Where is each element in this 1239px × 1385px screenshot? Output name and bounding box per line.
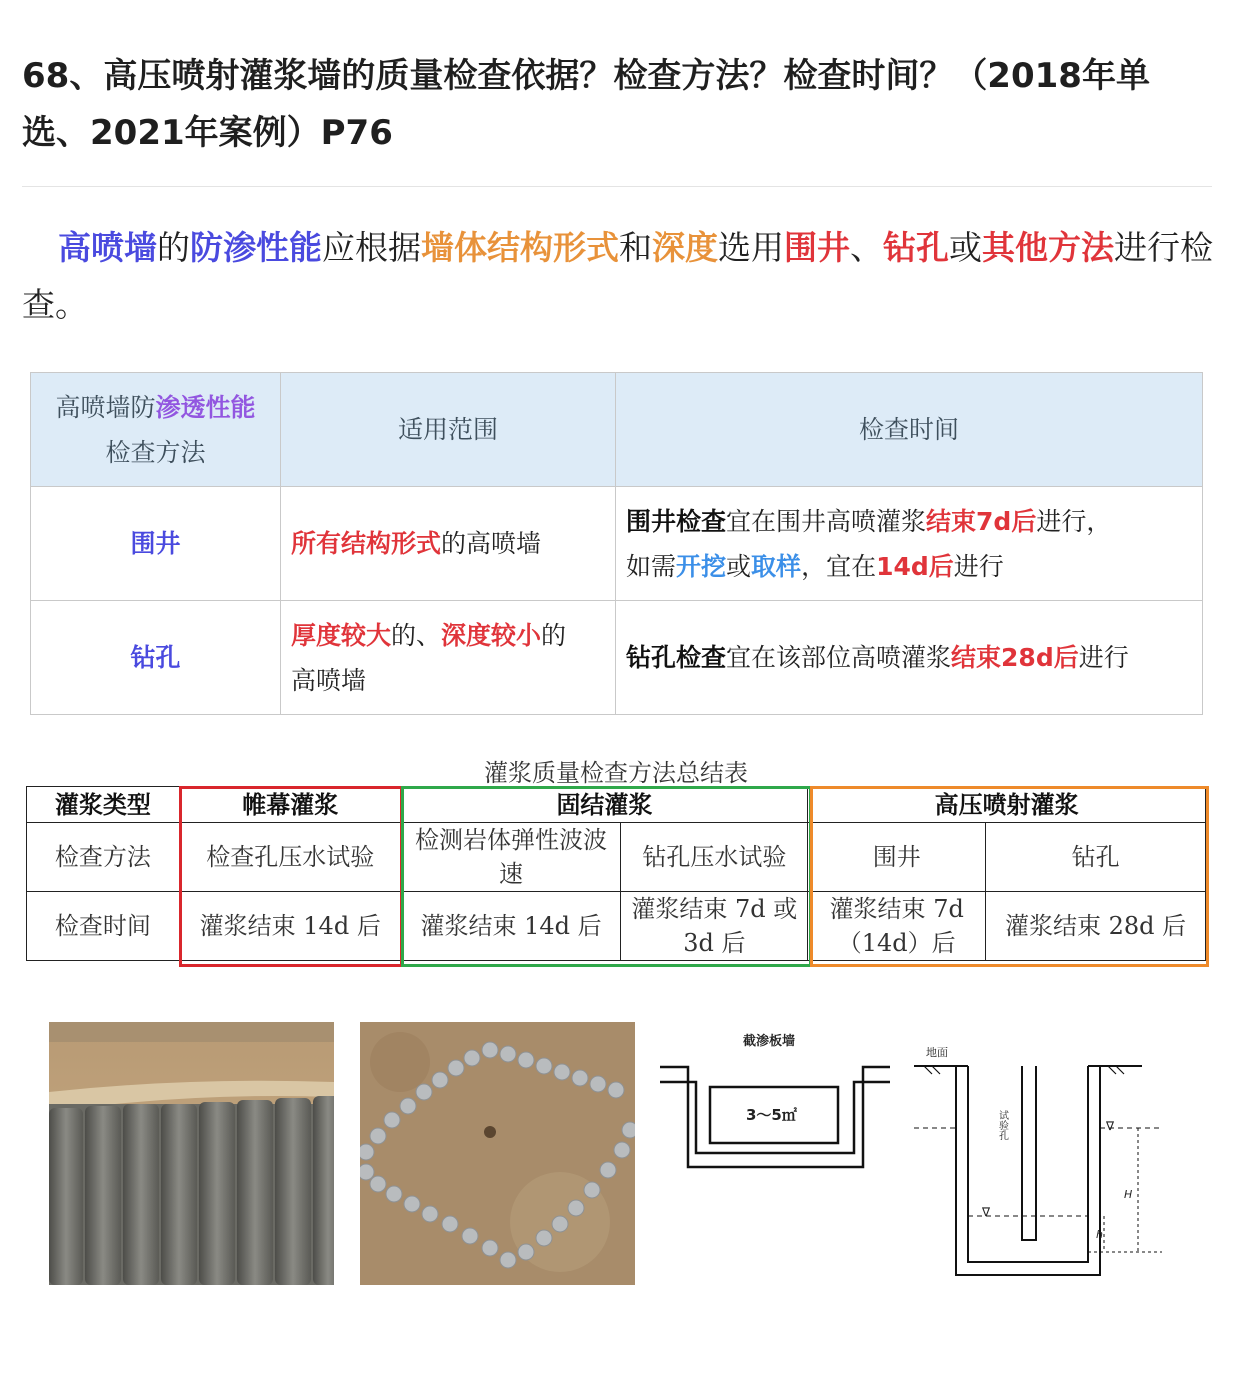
header-scope: 适用范围 xyxy=(281,373,616,487)
test-hole-section-diagram xyxy=(910,1040,1170,1280)
scope-cell xyxy=(281,487,616,601)
table-row xyxy=(27,787,1206,823)
table-row xyxy=(27,823,1206,892)
seepage-check-table xyxy=(30,372,1203,715)
scope-text: 高喷墙 xyxy=(291,665,367,695)
intro-text: 应根据 xyxy=(322,228,421,267)
table-row xyxy=(27,892,1206,961)
scope-highlight: 厚度较大 xyxy=(291,620,392,650)
method-drilling: 钻孔 xyxy=(31,601,281,715)
time-highlight: 14d后 xyxy=(876,551,954,581)
scope-text: 的、 xyxy=(391,620,442,650)
time-highlight-sample: 取样 xyxy=(751,551,802,581)
fig4-ground-label: 地面 xyxy=(926,1046,948,1059)
title-divider xyxy=(22,186,1212,187)
scope-highlight: 深度较小 xyxy=(441,620,542,650)
fig4-hole-label: 试验孔 xyxy=(996,1110,1008,1140)
method-enclosure-well: 围井 xyxy=(31,487,281,601)
col-header: 高压喷射灌浆 xyxy=(808,787,1206,823)
time-text: 如需 xyxy=(626,551,677,581)
col-header: 帷幕灌浆 xyxy=(179,787,401,823)
intro-text: 和 xyxy=(619,228,652,267)
header-time: 检查时间 xyxy=(616,373,1203,487)
fig4-level-marker: ∇ xyxy=(982,1205,991,1219)
header-text: 高喷墙防 xyxy=(55,392,156,422)
enclosure-well-illustration xyxy=(360,1022,635,1285)
row-label: 检查时间 xyxy=(27,892,180,961)
time-highlight: 结束7d后 xyxy=(926,506,1037,536)
time-highlight: 结束28d后 xyxy=(951,643,1079,672)
table-cell: 钻孔 xyxy=(986,823,1206,892)
table-row xyxy=(31,601,1203,715)
time-cell xyxy=(616,487,1203,601)
test-hole-section-svg xyxy=(910,1040,1170,1280)
scope-cell xyxy=(281,601,616,715)
fig3-area-label: 3～5㎡ xyxy=(746,1106,797,1124)
table-cell: 灌浆结束 14d 后 xyxy=(179,892,401,961)
fig4-h-label: h xyxy=(1096,1228,1103,1241)
table-cell: 灌浆结束 28d 后 xyxy=(986,892,1206,961)
time-cell xyxy=(616,601,1203,715)
time-highlight-excavate: 开挖 xyxy=(676,551,727,581)
enclosure-well-photo xyxy=(360,1022,635,1285)
table-cell: 检测岩体弹性波波速 xyxy=(401,823,621,892)
intro-text: 的 xyxy=(157,228,190,267)
time-text: 或 xyxy=(726,551,752,581)
table-cell: 灌浆结束 7d 或 3d 后 xyxy=(621,892,808,961)
table-row xyxy=(31,487,1203,601)
fig4-level-marker: ∇ xyxy=(1106,1119,1115,1133)
fig3-title: 截渗板墙 xyxy=(743,1034,796,1049)
col-header: 固结灌浆 xyxy=(401,787,808,823)
row-label: 检查方法 xyxy=(27,823,180,892)
time-text: ，宜在 xyxy=(801,551,877,581)
intro-term-structure-form: 墙体结构形式 xyxy=(421,228,619,267)
cutoff-wall-enclosure-diagram xyxy=(658,1025,893,1175)
scope-highlight: 所有结构形式 xyxy=(291,529,442,558)
summary-table-caption: 灌浆质量检查方法总结表 xyxy=(484,759,748,787)
jet-grout-wall-photo xyxy=(49,1022,334,1285)
header-method xyxy=(31,373,281,487)
fig4-H-label: H xyxy=(1124,1188,1133,1201)
intro-text: 选用 xyxy=(718,228,784,267)
time-text: 宜在围井高喷灌浆 xyxy=(726,506,927,536)
time-term: 钻孔检查 xyxy=(626,643,727,672)
time-text: 进行， xyxy=(1036,506,1112,536)
intro-term-seepage-performance: 防渗性能 xyxy=(190,228,322,267)
header-text: 检查方法 xyxy=(105,437,206,467)
jet-grout-wall-illustration xyxy=(49,1022,334,1285)
time-text: 进行 xyxy=(953,551,1004,581)
grouting-summary-table xyxy=(26,786,1206,961)
table-cell: 围井 xyxy=(808,823,986,892)
intro-paragraph xyxy=(22,219,1217,333)
table-cell: 检查孔压水试验 xyxy=(179,823,401,892)
scope-text: 的 xyxy=(541,620,567,650)
scope-text: 的高喷墙 xyxy=(441,529,542,558)
intro-term-other-methods: 其他方法 xyxy=(982,228,1114,267)
header-text-highlight: 渗透性能 xyxy=(155,392,256,422)
intro-text: 进行检查。 xyxy=(22,228,1213,324)
time-text: 进行 xyxy=(1078,643,1129,672)
intro-text: 、 xyxy=(850,228,883,267)
intro-term-drilling: 钻孔 xyxy=(883,228,949,267)
cutoff-wall-enclosure-svg xyxy=(658,1025,893,1175)
intro-term-enclosure-well: 围井 xyxy=(784,228,850,267)
page-title: 68、高压喷射灌浆墙的质量检查依据？检查方法？检查时间？（2018年单选、2021年案例）P76 xyxy=(22,56,1150,153)
intro-term-depth: 深度 xyxy=(652,228,718,267)
time-text: 宜在该部位高喷灌浆 xyxy=(726,643,952,672)
intro-term-high-jet-wall: 高喷墙 xyxy=(58,228,157,267)
intro-text: 或 xyxy=(949,228,982,267)
table-cell: 钻孔压水试验 xyxy=(621,823,808,892)
time-term: 围井检查 xyxy=(626,506,727,536)
table-cell: 灌浆结束 14d 后 xyxy=(401,892,621,961)
col-header: 灌浆类型 xyxy=(27,787,180,823)
table-cell: 灌浆结束 7d（14d）后 xyxy=(808,892,986,961)
